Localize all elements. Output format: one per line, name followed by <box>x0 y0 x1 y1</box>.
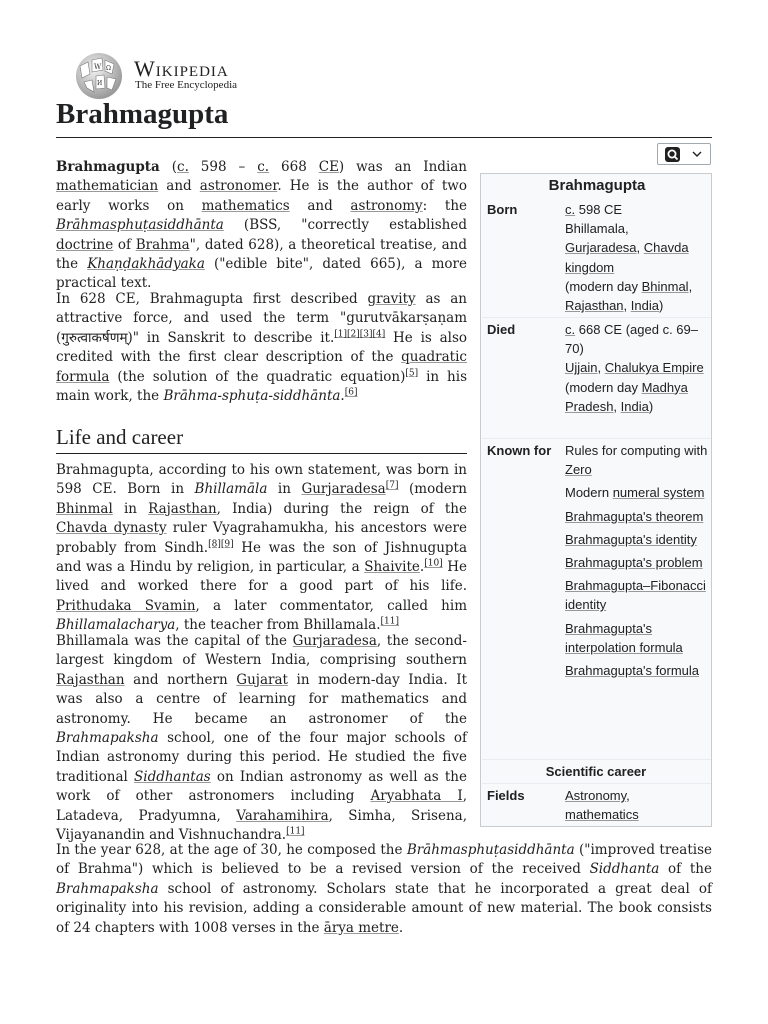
svg-text:И: И <box>97 80 103 87</box>
infobox-label-born: Born <box>487 202 518 217</box>
citation-4[interactable]: [4] <box>372 329 386 340</box>
infobox-header-scientific-career: Scientific career <box>545 764 647 779</box>
infobox-label-died: Died <box>487 322 516 337</box>
search-icon <box>665 147 680 162</box>
infobox <box>480 173 712 827</box>
link-chavda-kingdom[interactable]: Chavda kingdom <box>565 240 689 275</box>
link-astronomer[interactable]: astronomer <box>199 178 278 195</box>
page-title: Brahmagupta <box>56 98 229 130</box>
infobox-value-born: c. 598 CE Bhillamala, Gurjaradesa, Chavda kingdom (modern day Bhinmal, Rajasthan, India) <box>565 202 693 314</box>
link-bss[interactable]: Brāhmasphuṭasiddhānta <box>56 217 224 234</box>
life-paragraph-1: Brahmagupta, according to his own statement, was born in 598 CE. Born in Bhillamāla in Gurjaradesa[7] (modern Bhinmal in Rajasthan, India) during the reign of the Chavda dynasty ruler Vyagrahamukha, his ancestors were probably from Sindh.[8][9] He was the son of Jishnugupta and was a Hindu by religion, in particular, a Shaivite.[10] He lived and worked there for a good part of his life. Prithudaka Svamin, a later commentator, called him Bhillamalacharya, the teacher from Bhillamala.[11] <box>56 462 468 634</box>
link-gravity[interactable]: gravity <box>367 291 416 307</box>
infobox-divider <box>482 759 711 760</box>
tools-dropdown-button[interactable] <box>657 143 711 165</box>
infobox-title: Brahmagupta <box>548 177 646 194</box>
section-divider <box>56 453 467 454</box>
link-mathematics[interactable]: mathematics <box>201 197 290 214</box>
infobox-label-known-for: Known for <box>487 443 552 458</box>
link-numeral-system[interactable]: numeral system <box>612 485 705 501</box>
link-rajasthan[interactable]: Rajasthan <box>565 298 624 314</box>
link-shaivite[interactable]: Shaivite <box>364 559 420 576</box>
life-paragraph-3: In the year 628, at the age of 30, he composed the Brāhmasphuṭasiddhānta ("improved treatise of Brahma") which is believed to be a revised version of the received Siddhanta of the Brahmapaksha school of astronomy. Scholars state that he incorporated a great deal of originality into his revision, adding a considerable amount of new material. The book consists of 24 chapters with 1008 verses in the ārya metre. <box>56 842 712 936</box>
svg-text:W: W <box>94 63 102 71</box>
infobox-divider <box>482 438 711 439</box>
infobox-value-known-for: Rules for computing with Zero Modern numeral system Brahmagupta's theorem Brahmagupta's identity Brahmagupta's problem Brahmagupta–Fibonacci identity Brahmagupta's interpolation formula Brahmagupta's formula <box>565 443 708 679</box>
infobox-divider <box>482 783 711 784</box>
link-madhya-pradesh[interactable]: Madhya Pradesh <box>565 379 688 414</box>
link-gurjaradesa[interactable]: Gurjaradesa <box>301 481 386 498</box>
citation-1[interactable]: [1] <box>334 329 348 340</box>
link-bhinmal[interactable]: Bhinmal <box>56 500 113 517</box>
title-divider <box>56 137 712 138</box>
link-doctrine[interactable]: doctrine <box>56 236 114 253</box>
section-heading-life-and-career: Life and career <box>56 425 184 449</box>
link-gurjaradesa[interactable]: Gurjaradesa <box>292 633 377 649</box>
infobox-value-fields: Astronomy, mathematics <box>565 788 639 823</box>
link-khandakhadyaka[interactable]: Khaṇḍakhādyaka <box>87 256 205 273</box>
link-bhinmal[interactable]: Bhinmal <box>641 278 689 294</box>
svg-text:Ω: Ω <box>106 65 111 72</box>
citation-7[interactable]: [7] <box>385 480 399 491</box>
citation-6[interactable]: [6] <box>344 387 358 398</box>
link-rajasthan[interactable]: Rajasthan <box>56 671 125 688</box>
link-ujjain[interactable]: Ujjain <box>565 360 598 376</box>
link-mathematician[interactable]: mathematician <box>56 178 159 195</box>
link-rajasthan[interactable]: Rajasthan <box>148 500 217 517</box>
citation-11[interactable]: [11] <box>380 616 399 627</box>
link-india[interactable]: India <box>620 398 649 414</box>
link-aryabhata[interactable]: Aryabhata I <box>370 788 463 805</box>
link-brahmaguptas-problem[interactable]: Brahmagupta's problem <box>565 555 703 571</box>
link-siddhantas[interactable]: Siddhantas <box>134 768 211 785</box>
citation-2[interactable]: [2] <box>347 329 360 340</box>
chevron-down-icon <box>691 146 703 165</box>
link-chalukya-empire[interactable]: Chalukya Empire <box>604 360 704 376</box>
infobox-label-fields: Fields <box>487 788 525 803</box>
link-mathematics[interactable]: mathematics <box>565 807 639 823</box>
link-circa[interactable]: c. <box>257 159 270 175</box>
wikipedia-tagline: The Free Encyclopedia <box>135 79 238 91</box>
citation-9[interactable]: [9] <box>220 539 234 550</box>
link-brahmaguptas-identity[interactable]: Brahmagupta's identity <box>565 531 697 547</box>
link-circa[interactable]: c. <box>565 202 576 217</box>
link-ce[interactable]: CE <box>318 159 339 175</box>
link-circa[interactable]: c. <box>177 159 189 175</box>
link-brahmagupta-fibonacci-identity[interactable]: Brahmagupta–Fibonacci identity <box>565 578 706 613</box>
wikipedia-wordmark[interactable]: Wikipedia <box>134 56 229 81</box>
citation-8[interactable]: [8] <box>208 539 221 550</box>
citation-10[interactable]: [10] <box>424 558 443 569</box>
link-chavda-dynasty[interactable]: Chavda dynasty <box>56 520 167 537</box>
link-zero[interactable]: Zero <box>565 462 592 478</box>
intro-paragraph-1: Brahmagupta (c. 598 – c. 668 CE) was an Indian mathematician and astronomer. He is the author of two early works on mathematics and astronomy: the Brāhmasphuṭasiddhānta (BSS, "correctly established doctrine of Brahma", dated 628), a theoretical treatise, and the Khaṇḍakhādyaka ("edible bite", dated 665), a more practical text. <box>56 159 468 292</box>
link-quadratic-formula[interactable]: quadratic formula <box>56 349 467 385</box>
citation-3[interactable]: [3] <box>359 329 373 340</box>
link-astronomy[interactable]: Astronomy <box>565 788 627 803</box>
link-astronomy[interactable]: astronomy <box>350 197 423 214</box>
citation-11[interactable]: [11] <box>286 826 305 837</box>
link-prithudaka-svamin[interactable]: Prithudaka Svamin <box>56 597 196 614</box>
link-brahma[interactable]: Brahma <box>135 236 190 253</box>
link-brahmaguptas-formula[interactable]: Brahmagupta's formula <box>565 663 699 679</box>
wikipedia-globe-logo[interactable] <box>74 52 124 100</box>
link-arya-metre[interactable]: ārya metre <box>323 919 399 936</box>
link-brahmaguptas-interpolation-formula[interactable]: Brahmagupta's interpolation formula <box>565 620 683 655</box>
citation-5[interactable]: [5] <box>405 368 419 379</box>
life-paragraph-2: Bhillamala was the capital of the Gurjaradesa, the second-largest kingdom of Western India, comprising southern Rajasthan and northern Gujarat in modern-day India. It was also a centre of learning for mathematics and astronomy. He became an astronomer of the Brahmapaksha school, one of the four major schools of Indian astronomy during this period. He studied the five traditional Siddhantas on Indian astronomy as well as the work of other astronomers including Aryabhata I, Latadeva, Pradyumna, Varahamihira, Simha, Srisena, Vijayanandin and Vishnuchandra.[11] <box>56 633 467 844</box>
link-gurjaradesa[interactable]: Gurjaradesa <box>565 240 637 256</box>
work-title: Brāhma-sphuṭa-siddhānta <box>163 388 341 405</box>
subject-name: Brahmagupta <box>56 159 160 175</box>
infobox-divider <box>482 317 711 318</box>
link-circa[interactable]: c. <box>565 322 576 337</box>
intro-paragraph-2: In 628 CE, Brahmagupta first described gravity as an attractive force, and used the term "gurutvākarṣaṇam (गुरुत्वाकर्षणम्)" in Sanskrit to describe it.[1][2][3][4] He is also credited with the first clear description of the quadratic formula (the solution of the quadratic equation)[5] in his main work, the Brāhma-sphuṭa-siddhānta.[6] <box>56 291 467 405</box>
infobox-value-died: c. 668 CE (aged c. 69–70) Ujjain, Chalukya Empire (modern day Madhya Pradesh, India) <box>565 322 704 414</box>
link-brahmaguptas-theorem[interactable]: Brahmagupta's theorem <box>565 508 704 524</box>
link-varahamihira[interactable]: Varahamihira <box>236 807 329 824</box>
link-gujarat[interactable]: Gujarat <box>236 671 288 688</box>
link-india[interactable]: India <box>630 298 659 314</box>
